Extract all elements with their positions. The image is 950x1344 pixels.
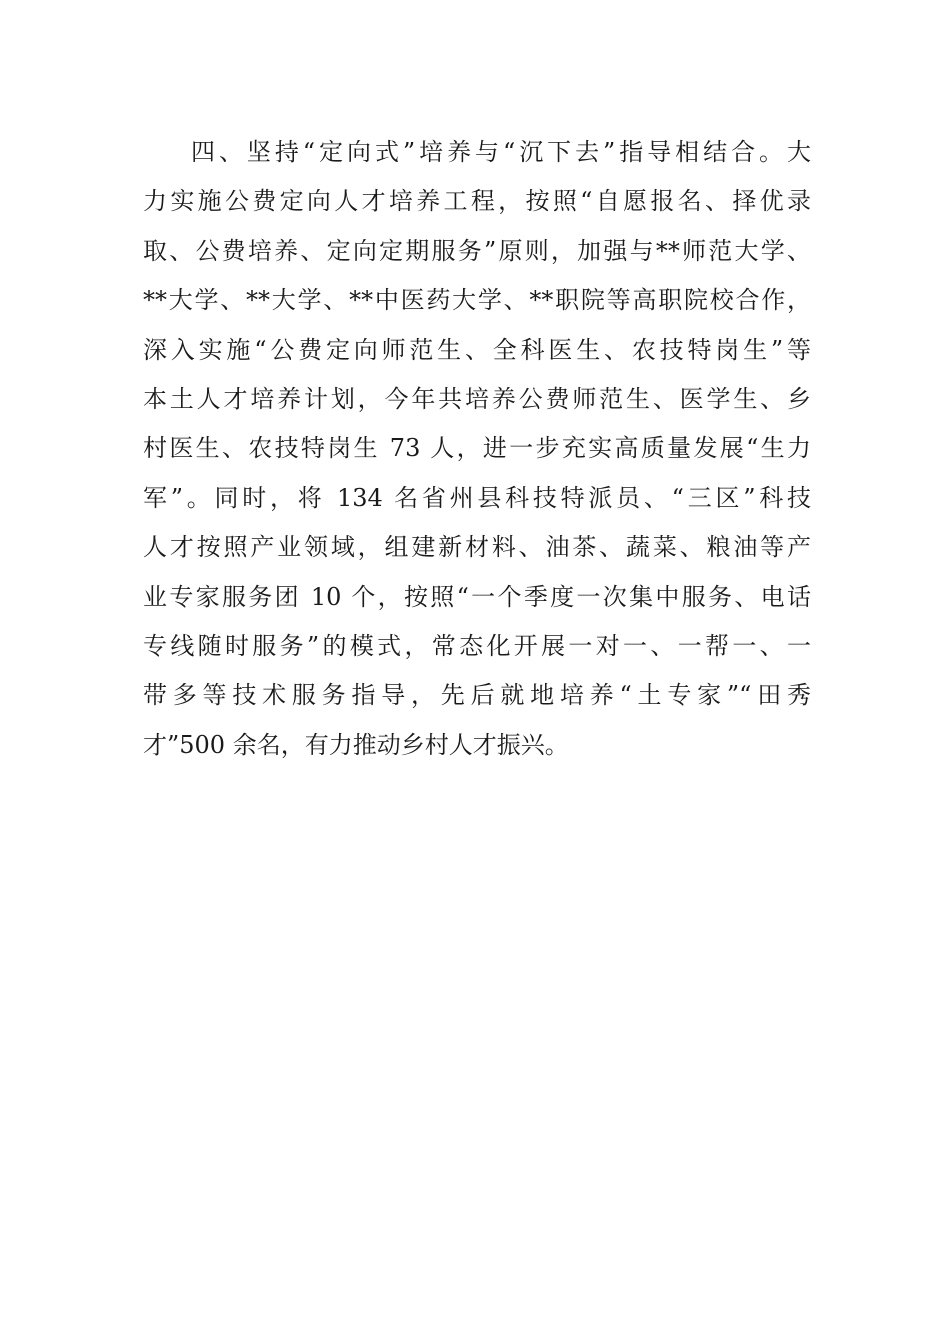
body-paragraph — [143, 128, 811, 770]
paragraph-line: 本土人才培养计划，今年共培养公费师范生、医学生、乡 — [143, 384, 811, 413]
paragraph-line: 才”500 余名，有力推动乡村人才振兴。 — [143, 730, 569, 759]
paragraph-line: 带多等技术服务指导，先后就地培养“土专家”“田秀 — [143, 681, 811, 710]
paragraph-line: 村医生、农技特岗生 73 人，进一步充实高质量发展“生力 — [143, 434, 811, 463]
paragraph-line: 四、坚持“定向式”培养与“沉下去”指导相结合。大 — [191, 138, 811, 166]
paragraph-line: **大学、**大学、**中医药大学、**职院等高职院校合作， — [143, 286, 811, 315]
paragraph-line: 人才按照产业领域，组建新材料、油茶、蔬菜、粮油等产 — [143, 533, 811, 562]
paragraph-line: 军”。同时，将 134 名省州县科技特派员、“三区”科技 — [143, 483, 811, 512]
paragraph-line: 业专家服务团 10 个，按照“一个季度一次集中服务、电话 — [143, 582, 811, 611]
paragraph-line: 深入实施“公费定向师范生、全科医生、农技特岗生”等 — [143, 335, 811, 364]
paragraph-line: 力实施公费定向人才培养工程，按照“自愿报名、择优录 — [143, 187, 811, 216]
paragraph-line: 取、公费培养、定向定期服务”原则，加强与**师范大学、 — [143, 236, 811, 265]
paragraph-line: 专线随时服务”的模式，常态化开展一对一、一帮一、一 — [143, 631, 811, 660]
